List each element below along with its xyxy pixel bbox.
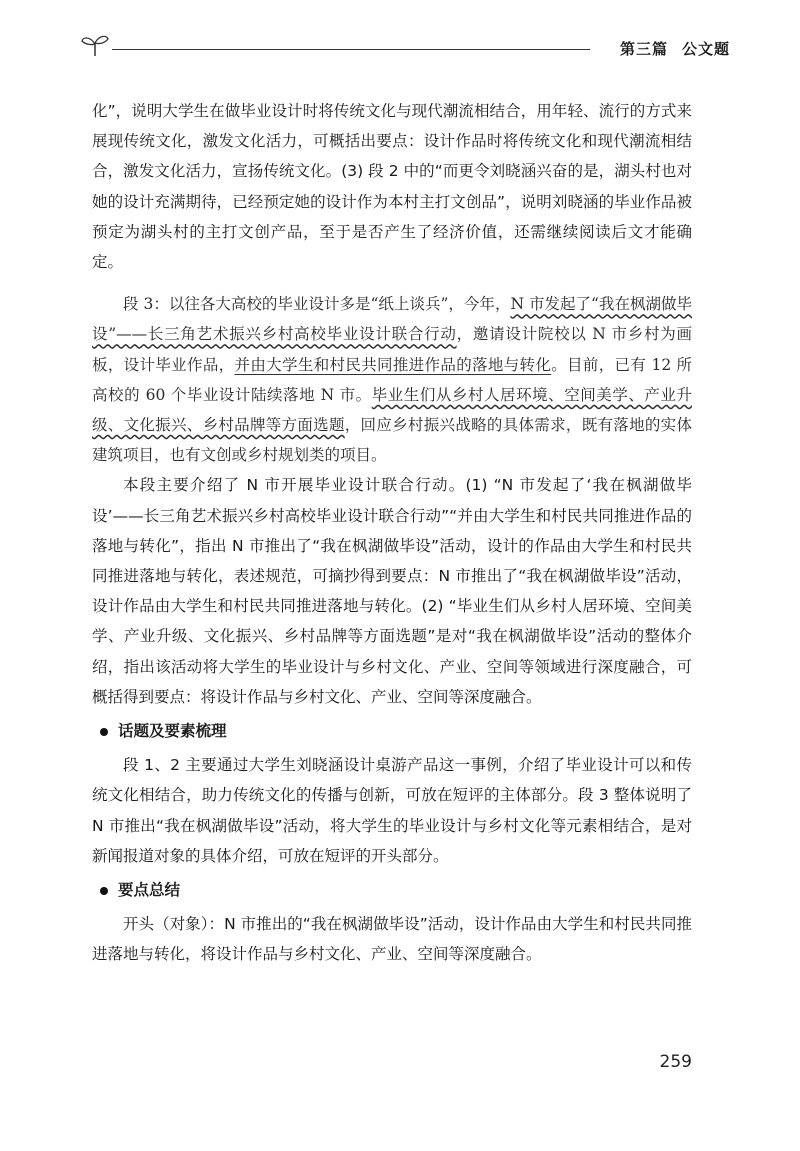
quote-marked-text: N 市发起了“我在枫湖做毕设”——长三角艺术振兴乡村高校毕业设计联合行动 [92, 295, 692, 344]
summary-paragraph: 开头（对象）：N 市推出的“我在枫湖做毕设”活动，设计作品由大学生和村民共同推进落地与转化，将设计作品与乡村文化、产业、空间等深度融合。 [92, 915, 692, 964]
bullet-icon [100, 728, 108, 736]
quote-text: 段 3：以往各大高校的毕业设计多是“纸上谈兵”，今年， [123, 295, 511, 314]
analysis-paragraph-2: 本段主要介绍了 N 市开展毕业设计联合行动。(1) “N 市发起了‘我在枫湖做毕设’——长三角艺术振兴乡村高校毕业设计联合行动”“并由大学生和村民共同推进作品的落地与转化”，指出 N 市推出了“我在枫湖做毕设”活动，设计的作品由大学生和村民共同推进落地与转化，表述规范，可摘抄得到要点：N 市推出了“我在枫湖做毕设”活动，设计作品由大学生和村民共同推进落地与转化。(2) “毕业生们从乡村人居环境、空间美学、产业升级、文化振兴、乡村品牌等方面选题”是对“我在枫湖做毕设”活动的整体介绍，指出该活动将大学生的毕业设计与乡村文化、产业、空间等领域进行深度融合，可概括得到要点：将设计作品与乡村文化、产业、空间等深度融合。 [92, 476, 692, 706]
page-header [70, 28, 730, 68]
quote-text: ，回应乡村振兴战略的具体需求，既有落地的实体建筑项目，也有文创或乡村规划类的项目。 [92, 416, 692, 465]
page-body [92, 96, 692, 970]
sprout-icon [80, 32, 110, 58]
source-quote-paragraph-3 [92, 289, 692, 470]
quote-text: 。目前，已有 12 所高校的 60 个毕业设计陆续落地 N 市。 [92, 355, 692, 404]
quote-marked-text: 毕业生们从乡村人居环境、空间美学、产业升级、文化振兴、乡村品牌等方面选题 [92, 385, 692, 435]
page-number: 259 [659, 1052, 692, 1072]
section-heading-topics: 话题及要素梳理 [92, 716, 692, 746]
quote-text: ，邀请设计院校以 N 市乡村为画板，设计毕业作品， [92, 325, 692, 374]
part-label: 第三篇 [619, 40, 668, 58]
header-rule [112, 49, 590, 50]
chapter-title [620, 38, 730, 59]
section-heading-summary: 要点总结 [92, 875, 692, 905]
bullet-icon [100, 887, 108, 895]
analysis-paragraph-1: 化”，说明大学生在做毕业设计时将传统文化与现代潮流相结合，用年轻、流行的方式来展现传统文化，激发文化活力，可概括出要点：设计作品时将传统文化和现代潮流相结合，激发文化活力，宣扬传统文化。(3) 段 2 中的“而更令刘晓涵兴奋的是，湖头村也对她的设计充满期待，已经预定她的设计作为本村主打文创品”，说明刘晓涵的毕业作品被预定为湖头村的主打文创产品，至于是否产生了经济价值，还需继续阅读后文才能确定。 [92, 102, 692, 272]
analysis-paragraph-3: 段 1、2 主要通过大学生刘晓涵设计桌游产品这一事例，介绍了毕业设计可以和传统文化相结合，助力传统文化的传播与创新，可放在短评的主体部分。段 3 整体说明了 N 市推出“我在枫湖做毕设”活动，将大学生的毕业设计与乡村文化等元素相结合，是对新闻报道对象的具体介绍，可放在短评的开头部分。 [92, 756, 692, 865]
section-label: 公文题 [681, 40, 730, 58]
quote-marked-text: 并由大学生和村民共同推进作品的落地与转化 [234, 355, 552, 374]
